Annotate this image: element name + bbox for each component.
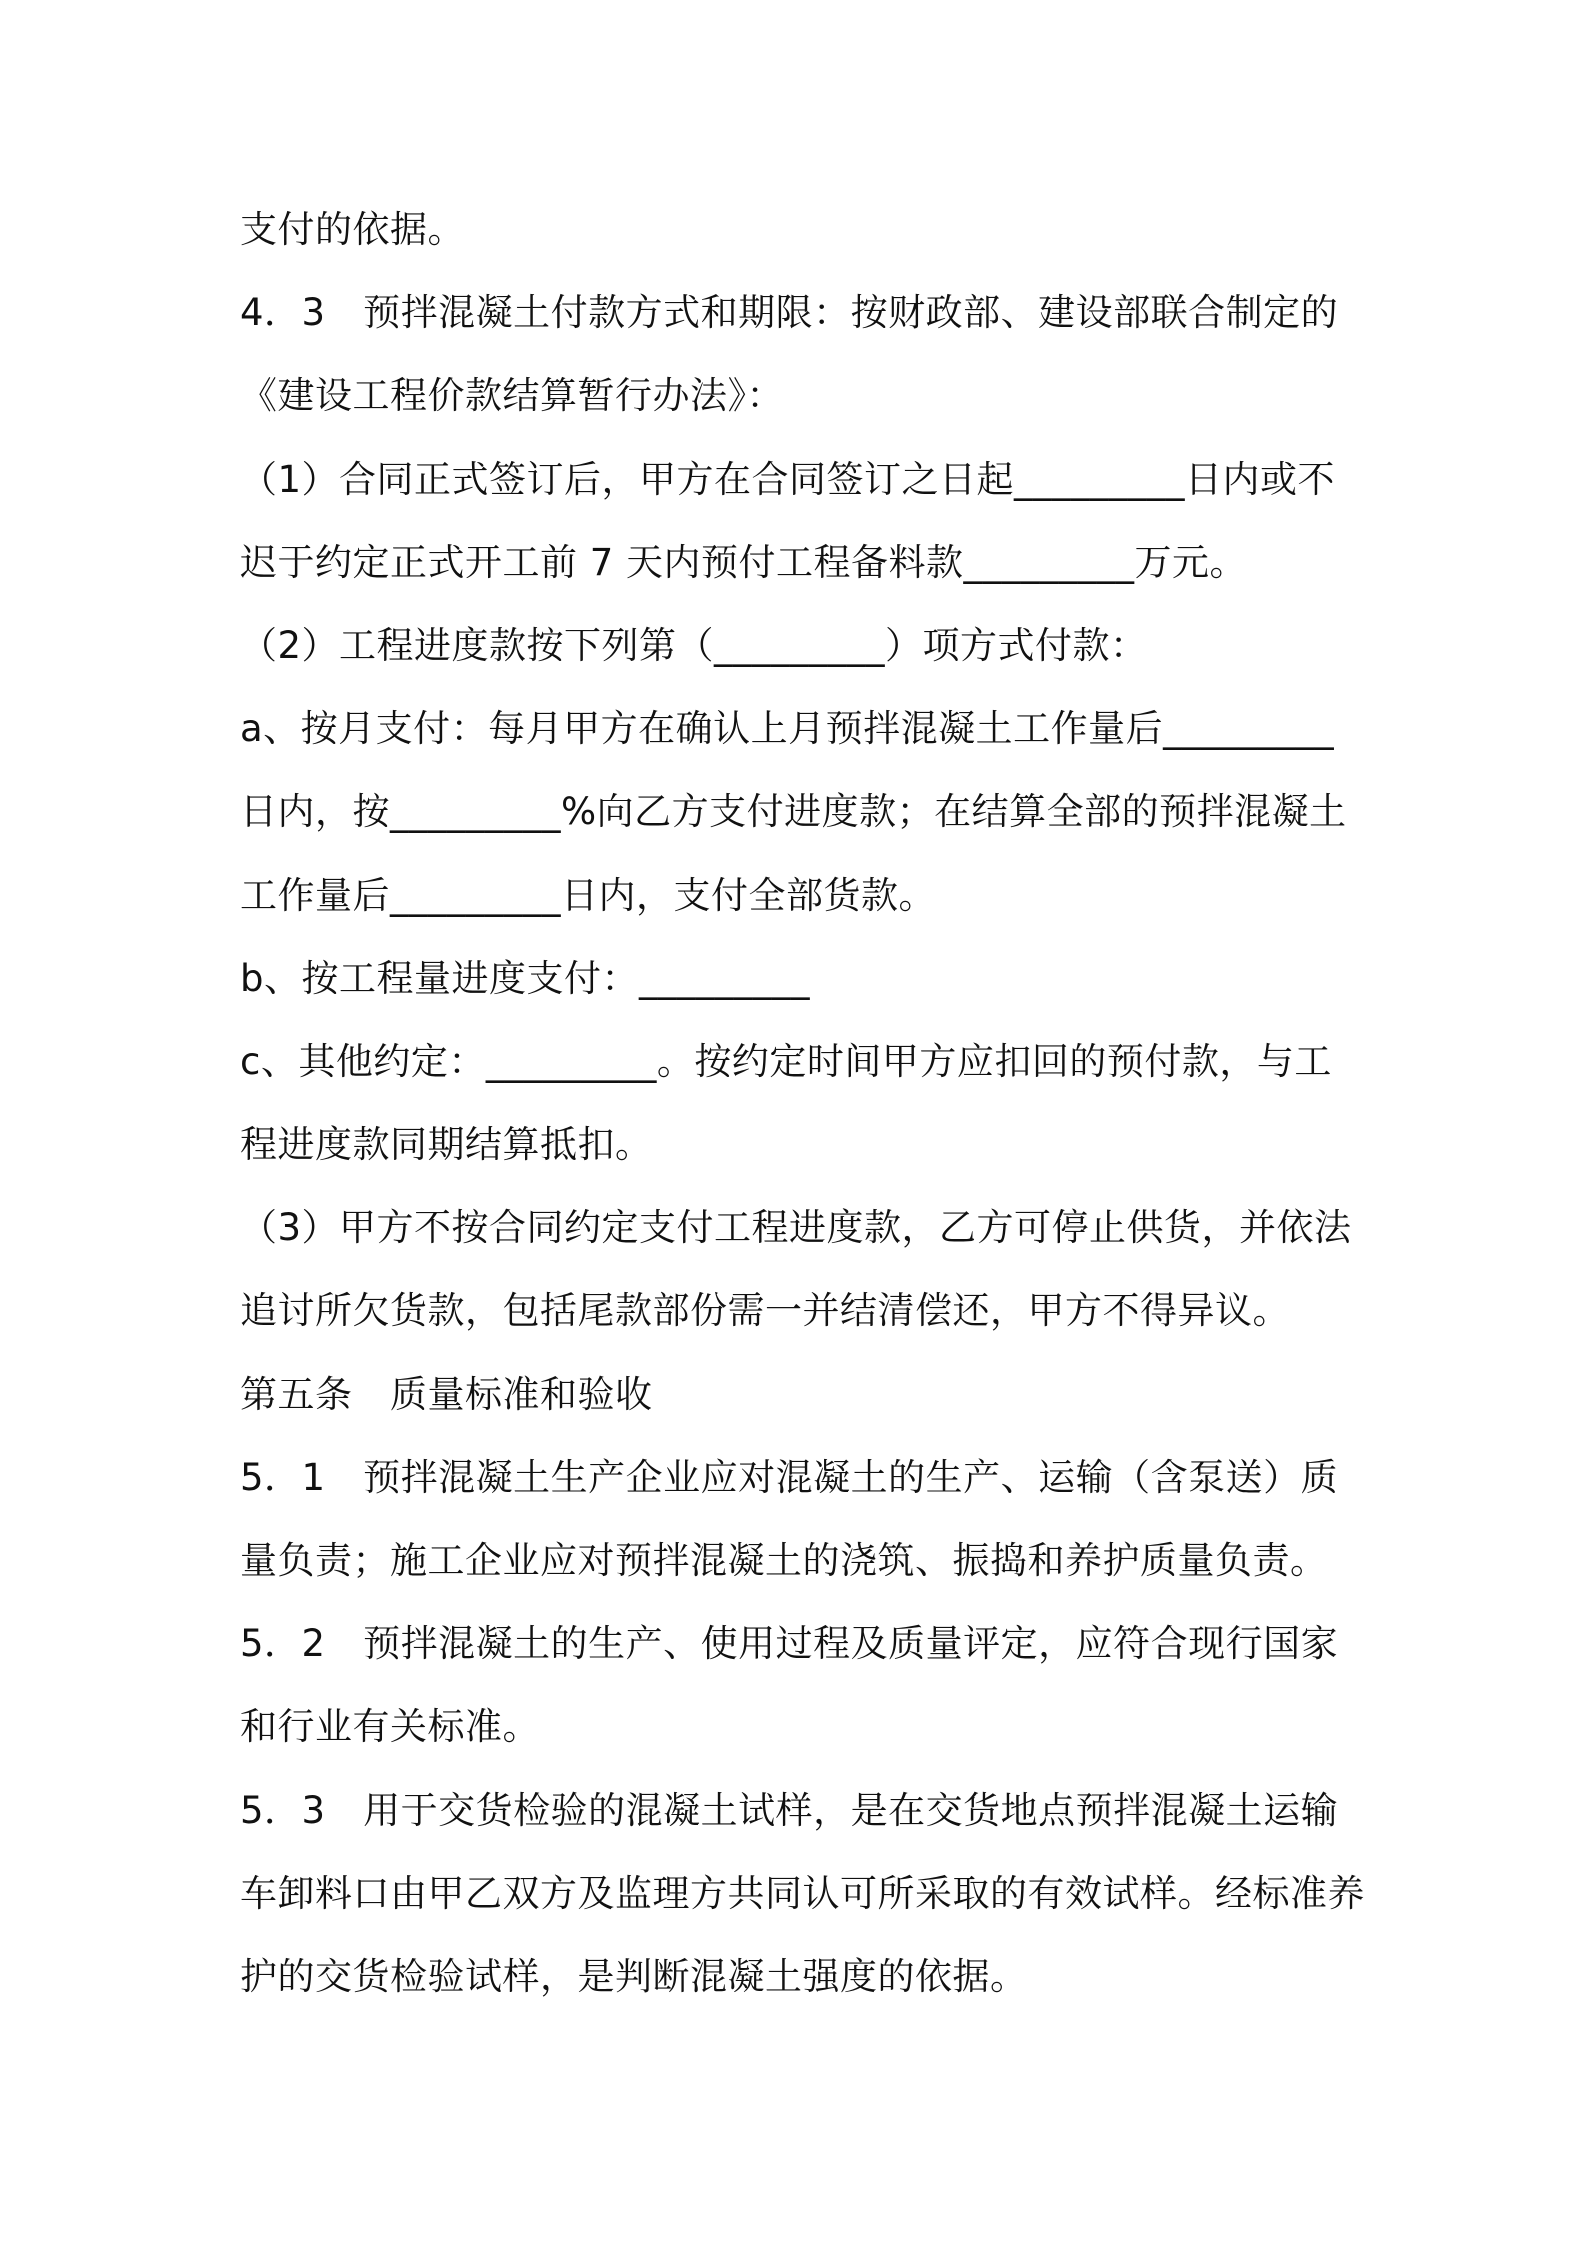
section-heading: 第五条 质量标准和验收	[240, 1372, 653, 1416]
text-line: 护的交货检验试样，是判断混凝土强度的依据。	[240, 1954, 1028, 1998]
text-line: 车卸料口由甲乙双方及监理方共同认可所采取的有效试样。经标准养	[240, 1871, 1365, 1915]
text-line: 追讨所欠货款，包括尾款部份需一并结清偿还，甲方不得异议。	[240, 1289, 1290, 1333]
text-line: 量负责；施工企业应对预拌混凝土的浇筑、振捣和养护质量负责。	[240, 1539, 1328, 1582]
text-line: 5．1 预拌混凝土生产企业应对混凝土的生产、运输（含泵送）质	[240, 1455, 1339, 1499]
text-line: 5．2 预拌混凝土的生产、使用过程及质量评定，应符合现行国家	[240, 1622, 1339, 1666]
text-line: 工作量后_________日内，支付全部货款。	[240, 873, 936, 917]
text-line: 5．3 用于交货检验的混凝土试样，是在交货地点预拌混凝土运输	[240, 1788, 1339, 1832]
text-line: 支付的依据。	[240, 208, 465, 251]
text-line: 《建设工程价款结算暂行办法》：	[240, 374, 784, 418]
text-line: a、按月支付：每月甲方在确认上月预拌混凝土工作量后_________	[240, 707, 1335, 751]
text-line: c、其他约定：_________。按约定时间甲方应扣回的预付款，与工	[240, 1039, 1332, 1083]
text-line: 和行业有关标准。	[240, 1705, 540, 1749]
contract-text-block	[240, 188, 1365, 2018]
text-line: 程进度款同期结算抵扣。	[240, 1123, 653, 1167]
text-line: 迟于约定正式开工前 7 天内预付工程备料款_________万元。	[240, 540, 1248, 584]
text-line: （2）工程进度款按下列第（_________）项方式付款：	[240, 623, 1148, 667]
text-line: 日内，按_________%向乙方支付进度款；在结算全部的预拌混凝土	[240, 790, 1347, 834]
text-line: （1）合同正式签订后，甲方在合同签订之日起_________日内或不	[240, 457, 1336, 501]
text-line: b、按工程量进度支付：_________	[240, 956, 810, 1000]
text-line: 4．3 预拌混凝土付款方式和期限：按财政部、建设部联合制定的	[240, 291, 1339, 335]
text-line: （3）甲方不按合同约定支付工程进度款，乙方可停止供货，并依法	[240, 1206, 1352, 1250]
